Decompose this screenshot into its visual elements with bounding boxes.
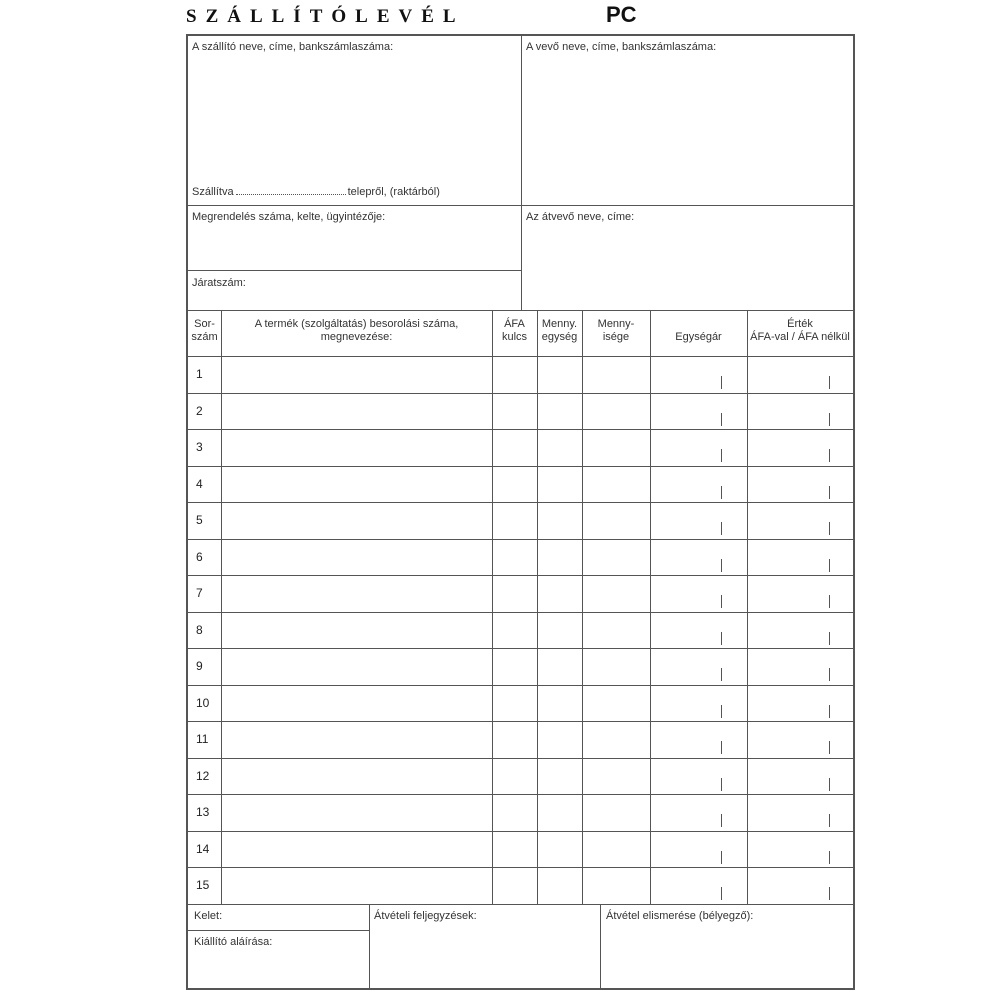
table-row-number: 12 bbox=[196, 768, 210, 783]
decimal-separator-mark bbox=[829, 814, 830, 827]
footer-divider-3 bbox=[188, 930, 369, 931]
table-row-line bbox=[188, 867, 853, 868]
vehicle-label: Járatszám: bbox=[192, 277, 246, 289]
decimal-separator-mark bbox=[721, 559, 722, 572]
decimal-separator-mark bbox=[721, 741, 722, 754]
table-row-line bbox=[188, 648, 853, 649]
shipped-line bbox=[192, 186, 440, 198]
table-row-number: 4 bbox=[196, 476, 203, 491]
decimal-separator-mark bbox=[721, 705, 722, 718]
notes-label: Átvételi feljegyzések: bbox=[374, 910, 477, 922]
table-row-number: 10 bbox=[196, 695, 210, 710]
decimal-separator-mark bbox=[829, 522, 830, 535]
receiver-label: Az átvevő neve, címe: bbox=[526, 211, 635, 223]
decimal-separator-mark bbox=[721, 851, 722, 864]
section-divider-3 bbox=[188, 310, 853, 311]
document-title: SZÁLLÍTÓLEVÉL bbox=[186, 6, 465, 27]
table-col-line bbox=[582, 310, 583, 904]
decimal-separator-mark bbox=[829, 778, 830, 791]
decimal-separator-mark bbox=[829, 705, 830, 718]
table-row-number: 1 bbox=[196, 367, 203, 381]
col-header-product: A termék (szolgáltatás) besorolási száma, megnevezése: bbox=[254, 318, 459, 343]
col-header-rownum: Sor- szám bbox=[191, 318, 218, 343]
shipped-label: Szállítva bbox=[192, 186, 234, 198]
table-row-line bbox=[188, 831, 853, 832]
decimal-separator-mark bbox=[829, 376, 830, 389]
decimal-separator-mark bbox=[721, 778, 722, 791]
table-row-line bbox=[188, 758, 853, 759]
decimal-separator-mark bbox=[829, 887, 830, 900]
decimal-separator-mark bbox=[829, 413, 830, 426]
supplier-signature-label: Kiállító aláírása: bbox=[194, 936, 273, 948]
table-row-number: 2 bbox=[196, 403, 203, 418]
col-header-value: Érték ÁFA-val / ÁFA nélkül bbox=[750, 318, 850, 343]
footer-divider-1 bbox=[369, 904, 370, 988]
shipped-blank[interactable] bbox=[236, 194, 346, 195]
decimal-separator-mark bbox=[829, 449, 830, 462]
col-header-vat: ÁFA kulcs bbox=[501, 318, 528, 343]
decimal-separator-mark bbox=[721, 632, 722, 645]
table-col-line bbox=[747, 310, 748, 904]
decimal-separator-mark bbox=[829, 632, 830, 645]
table-row-line bbox=[188, 575, 853, 576]
table-row-line bbox=[188, 429, 853, 430]
decimal-separator-mark bbox=[721, 522, 722, 535]
table-header-bottom bbox=[188, 356, 853, 357]
decimal-separator-mark bbox=[721, 449, 722, 462]
table-row-number: 7 bbox=[196, 586, 203, 600]
table-row-number: 9 bbox=[196, 659, 203, 673]
decimal-separator-mark bbox=[829, 486, 830, 499]
supplier-label: A szállító neve, címe, bankszámlaszáma: bbox=[192, 41, 394, 53]
shipped-suffix: telepről, (raktárból) bbox=[347, 186, 440, 198]
decimal-separator-mark bbox=[721, 814, 722, 827]
decimal-separator-mark bbox=[829, 668, 830, 681]
decimal-separator-mark bbox=[721, 413, 722, 426]
table-row-line bbox=[188, 539, 853, 540]
table-col-line bbox=[650, 310, 651, 904]
decimal-separator-mark bbox=[721, 376, 722, 389]
table-row-number: 15 bbox=[196, 878, 210, 892]
decimal-separator-mark bbox=[721, 595, 722, 608]
table-col-line bbox=[492, 310, 493, 904]
col-header-unit: Menny. egység bbox=[541, 318, 578, 343]
date-label: Kelet: bbox=[194, 910, 223, 922]
table-row-line bbox=[188, 612, 853, 613]
decimal-separator-mark bbox=[829, 741, 830, 754]
receipt-label: Átvétel elismerése (bélyegző): bbox=[606, 910, 754, 922]
table-row-line bbox=[188, 502, 853, 503]
top-divider bbox=[521, 36, 522, 310]
table-row-line bbox=[188, 685, 853, 686]
table-row-number: 8 bbox=[196, 622, 203, 637]
table-row-number: 6 bbox=[196, 549, 203, 564]
table-row-line bbox=[188, 466, 853, 467]
table-col-line bbox=[537, 310, 538, 904]
table-col-line bbox=[221, 310, 222, 904]
table-row-number: 14 bbox=[196, 841, 210, 856]
decimal-separator-mark bbox=[829, 559, 830, 572]
buyer-label: A vevő neve, címe, bankszámlaszáma: bbox=[526, 41, 717, 53]
order-label: Megrendelés száma, kelte, ügyintézője: bbox=[192, 211, 386, 223]
table-row-number: 3 bbox=[196, 440, 203, 454]
decimal-separator-mark bbox=[829, 595, 830, 608]
delivery-note-form bbox=[186, 34, 855, 990]
col-header-quantity: Menny- isége bbox=[597, 318, 635, 343]
table-row-line bbox=[188, 794, 853, 795]
table-bottom bbox=[188, 904, 853, 905]
decimal-separator-mark bbox=[721, 668, 722, 681]
decimal-separator-mark bbox=[721, 486, 722, 499]
footer-divider-2 bbox=[600, 904, 601, 988]
table-row-line bbox=[188, 393, 853, 394]
form-code: PC bbox=[606, 2, 637, 27]
decimal-separator-mark bbox=[721, 887, 722, 900]
col-header-unit-price: Egységár bbox=[675, 331, 722, 343]
table-row-line bbox=[188, 721, 853, 722]
decimal-separator-mark bbox=[829, 851, 830, 864]
section-divider-1 bbox=[188, 205, 853, 206]
table-row-number: 11 bbox=[196, 732, 209, 746]
section-divider-2 bbox=[188, 270, 521, 271]
table-row-number: 13 bbox=[196, 805, 210, 819]
table-row-number: 5 bbox=[196, 513, 203, 527]
